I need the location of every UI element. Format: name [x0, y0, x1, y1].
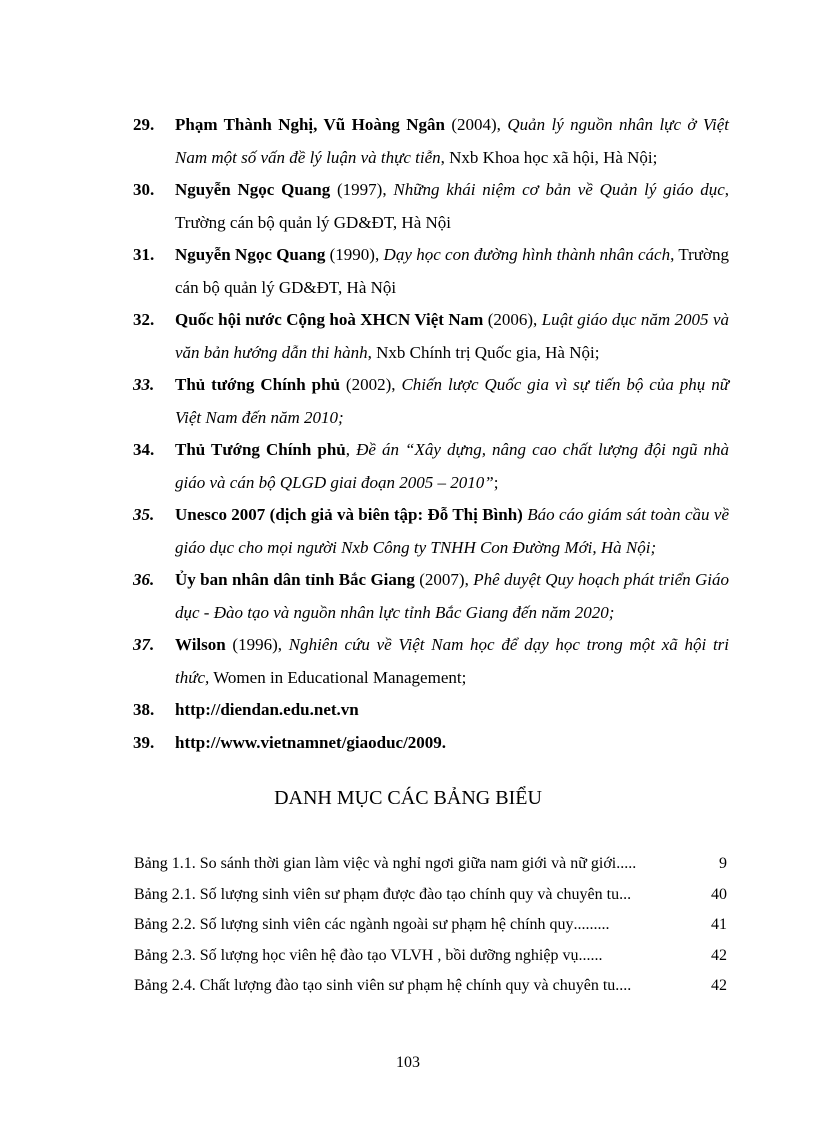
reference-number: 30. — [133, 180, 155, 199]
reference-number: 31. — [133, 245, 155, 264]
reference-number: 34. — [133, 440, 155, 459]
reference-author: Quốc hội nước Cộng hoà XHCN Việt Nam — [175, 310, 484, 329]
table-list-item — [134, 971, 727, 1002]
reference-title: Đề án “Xây dựng, nâng cao chất lượng đội ngũ nhà giáo và cán bộ QLGD giai đoạn 2005 – 2010” — [175, 440, 730, 492]
reference-item-32 — [133, 304, 729, 369]
reference-year: (1990), — [325, 245, 384, 264]
page-number: 103 — [396, 1054, 420, 1071]
reference-item-35 — [133, 499, 729, 564]
reference-item-33 — [133, 369, 729, 434]
reference-item-38 — [133, 694, 729, 727]
reference-number: 29. — [133, 115, 155, 134]
reference-author: Nguyễn Ngọc Quang — [175, 180, 331, 199]
reference-text — [175, 369, 729, 434]
reference-text — [175, 109, 729, 174]
reference-title: Luật giáo dục năm 2005 và văn bản hướng dẫn thi hành — [175, 310, 729, 362]
reference-list — [133, 109, 729, 759]
reference-text — [175, 499, 729, 564]
reference-text — [175, 564, 729, 629]
reference-text — [175, 694, 729, 727]
reference-year: (2006), — [483, 310, 542, 329]
leader-dots: ... — [619, 885, 632, 903]
table-page-number: 42 — [711, 946, 727, 964]
reference-item-36 — [133, 564, 729, 629]
reference-year: (1996), — [225, 635, 289, 654]
reference-title: Chiến lược Quốc gia vì sự tiến bộ của phụ nữ Việt Nam đến năm 2010; — [175, 375, 729, 427]
table-page-number: 42 — [711, 977, 727, 994]
reference-year: (2004), — [444, 115, 508, 134]
reference-publisher: , Trường cán bộ quản lý GD&ĐT, Hà Nội — [175, 180, 730, 232]
reference-publisher: , Trường cán bộ quản lý GD&ĐT, Hà Nội — [175, 245, 729, 297]
reference-publisher: ; — [493, 472, 499, 492]
reference-author: Thủ Tướng Chính phủ — [175, 440, 346, 459]
table-page-number: 40 — [711, 885, 727, 903]
reference-author: Phạm Thành Nghị, Vũ Hoàng Ngân — [175, 115, 445, 134]
table-caption: Bảng 2.2. Số lượng sinh viên các ngành ngoài sư phạm hệ chính quy — [134, 916, 574, 933]
reference-item-37 — [133, 629, 729, 694]
reference-text — [175, 174, 729, 239]
reference-item-30 — [133, 174, 729, 239]
reference-year: (2007), — [414, 570, 474, 589]
reference-publisher: , Nxb Khoa học xã hội, Hà Nội; — [440, 147, 658, 167]
reference-item-29 — [133, 109, 729, 174]
reference-title: Những khái niệm cơ bản về Quản lý giáo dục — [393, 180, 725, 199]
table-list-heading: DANH MỤC CÁC BẢNG BIỂU — [274, 787, 542, 809]
reference-number: 33. — [133, 375, 155, 394]
table-list-item — [134, 849, 727, 880]
reference-number: 32. — [133, 310, 155, 329]
reference-text — [175, 434, 729, 499]
reference-item-31 — [133, 239, 729, 304]
reference-author: Wilson — [175, 635, 226, 654]
leader-dots: ..... — [616, 855, 637, 872]
reference-text — [175, 629, 729, 694]
reference-title: Dạy học con đường hình thành nhân cách — [383, 245, 671, 264]
table-list-item — [134, 941, 727, 972]
reference-number: 35. — [133, 505, 155, 524]
leader-dots: ...... — [578, 946, 603, 964]
reference-publisher: Women in Educational Management; — [209, 667, 467, 687]
reference-number: 37. — [133, 635, 155, 654]
table-list — [134, 849, 727, 1002]
table-caption: Bảng 1.1. So sánh thời gian làm việc và nghỉ ngơi giữa nam giới và nữ giới — [134, 855, 617, 872]
reference-item-34 — [133, 434, 729, 499]
reference-title: Quản lý nguồn nhân lực ở Việt Nam một số vấn đề lý luận và thực tiễn — [175, 115, 729, 167]
reference-number: 38. — [133, 700, 155, 719]
reference-title: Báo cáo giám sát toàn cầu về giáo dục cho mọi người Nxb Công ty TNHH Con Đường Mới, Hà Nội; — [175, 505, 729, 557]
reference-title: Phê duyệt Quy hoạch phát triển Giáo dục - Đào tạo và nguồn nhân lực tỉnh Bắc Giang đến năm 2020; — [175, 570, 729, 622]
reference-url: http://www.vietnamnet/giaoduc/2009. — [175, 732, 447, 752]
table-page-number: 9 — [719, 855, 727, 872]
table-list-item — [134, 880, 727, 911]
reference-text — [175, 727, 729, 760]
reference-year: (1997), — [330, 180, 394, 199]
table-caption: Bảng 2.4. Chất lượng đào tạo sinh viên sư phạm hệ chính quy và chuyên tu — [134, 977, 616, 994]
reference-year: , — [345, 440, 357, 459]
table-caption: Bảng 2.1. Số lượng sinh viên sư phạm được đào tạo chính quy và chuyên tu — [134, 885, 620, 903]
reference-number: 39. — [133, 732, 155, 752]
leader-dots: ......... — [573, 916, 610, 933]
reference-number: 36. — [133, 570, 155, 589]
table-page-number: 41 — [711, 916, 727, 933]
table-caption: Bảng 2.3. Số lượng học viên hệ đào tạo VLVH , bồi dưỡng nghiệp vụ — [134, 946, 579, 964]
reference-text — [175, 304, 729, 369]
leader-dots: .... — [615, 977, 632, 994]
reference-author: Unesco 2007 (dịch giả và biên tập: Đỗ Thị Bình) — [175, 505, 523, 524]
reference-author: Ủy ban nhân dân tỉnh Bắc Giang — [175, 570, 415, 589]
reference-text — [175, 239, 729, 304]
reference-url: http://diendan.edu.net.vn — [175, 700, 359, 719]
reference-item-39 — [133, 727, 729, 760]
reference-title: Nghiên cứu về Việt Nam học để dạy học trong một xã hội tri thức, — [175, 635, 730, 687]
reference-author: Nguyễn Ngọc Quang — [175, 245, 326, 264]
reference-publisher: , Nxb Chính trị Quốc gia, Hà Nội; — [367, 342, 600, 362]
reference-year: (2002), — [340, 375, 402, 394]
table-list-item — [134, 910, 727, 941]
reference-author: Thủ tướng Chính phủ — [175, 375, 340, 394]
